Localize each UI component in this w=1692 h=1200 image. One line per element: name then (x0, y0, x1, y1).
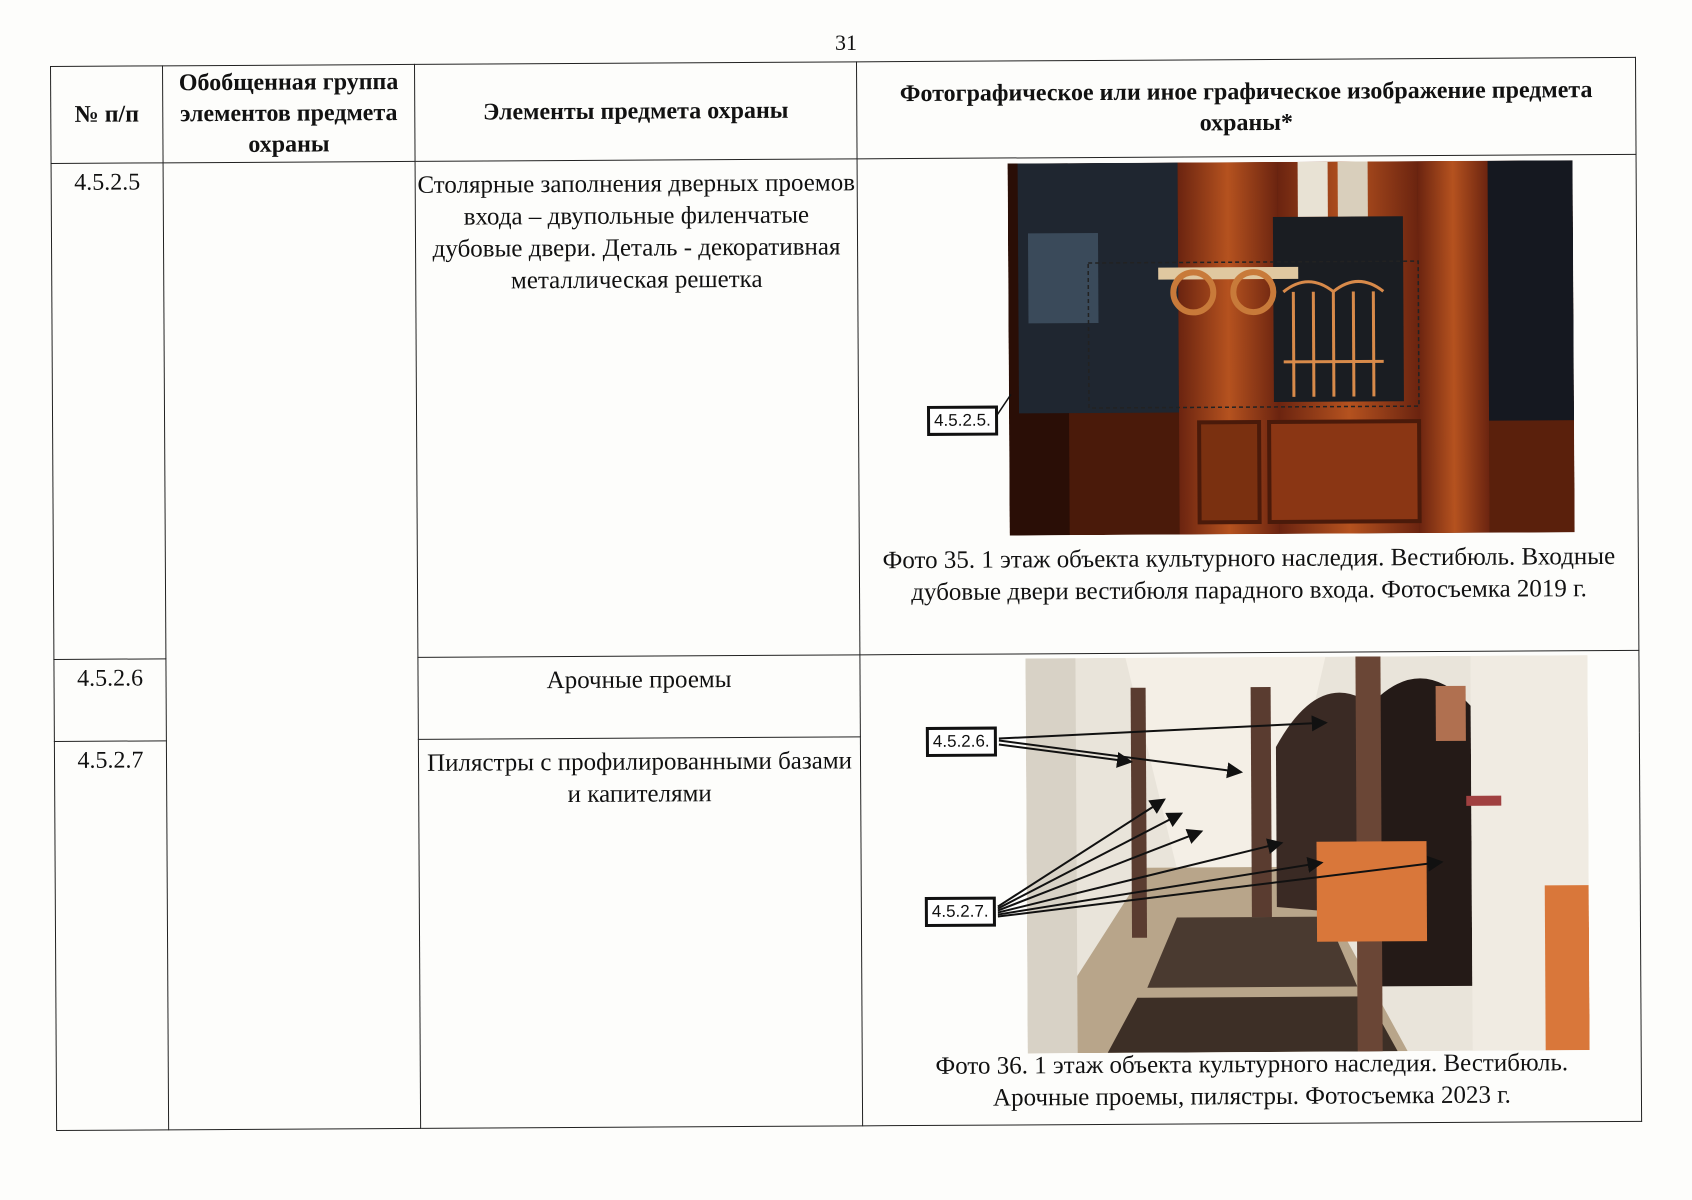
page-number: 31 (835, 30, 857, 55)
callout-4-5-2-5: 4.5.2.5. (927, 406, 998, 436)
callout-4-5-2-7: 4.5.2.7. (925, 897, 996, 927)
row-number: 4.5.2.6 (54, 659, 166, 742)
group-cell (163, 161, 421, 1129)
row-number: 4.5.2.5 (51, 163, 166, 660)
header-image: Фотографическое или иное графическое изображение предмета охраны* (856, 57, 1636, 158)
callout-4-5-2-6: 4.5.2.6. (926, 727, 997, 757)
photo-36-vestibule (1025, 655, 1589, 1053)
photo-36-caption: Фото 36. 1 этаж объекта культурного наследия. Вестибюль. Арочные проемы, пилястры. Фотосъемка 2023 г. (935, 1049, 1569, 1112)
row-number: 4.5.2.7 (54, 741, 168, 1130)
element-description: Пилястры с профилированными базами и капителями (418, 737, 862, 1128)
element-description: Столярные заполнения дверных проемов входа – двупольные филенчатые дубовые двери. Деталь - декоративная металлическая решетка (415, 159, 860, 658)
photo-35-doors (1008, 160, 1575, 535)
header-elements: Элементы предмета охраны (414, 62, 857, 162)
table-header-row (51, 57, 1637, 163)
photo-cell (857, 154, 1639, 655)
header-group: Обобщенная группа элементов предмета охраны (163, 64, 416, 162)
header-num: № п/п (51, 66, 164, 164)
protection-elements-table (50, 57, 1642, 1131)
photo-35-caption: Фото 35. 1 этаж объекта культурного наследия. Вестибюль. Входные дубовые двери вестибюля парадного входа. Фотосъемка 2019 г. (882, 542, 1616, 607)
photo-cell (860, 651, 1642, 1126)
element-description: Арочные проемы (418, 655, 860, 739)
table-row (51, 154, 1639, 659)
